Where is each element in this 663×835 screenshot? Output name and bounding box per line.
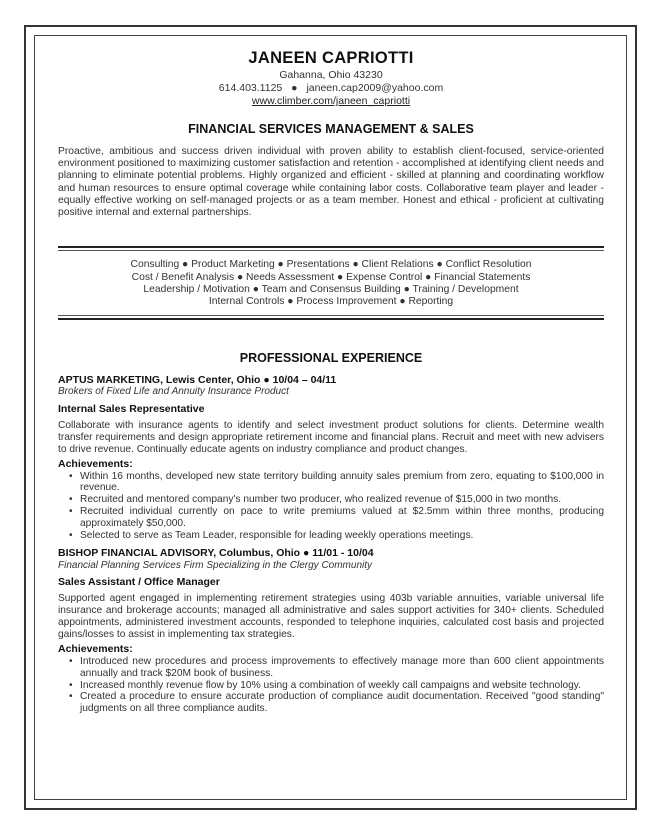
skills-line: Cost / Benefit Analysis ● Needs Assessment ● Expense Control ● Financial Statements	[131, 271, 531, 283]
job-description: Brokers of Fixed Life and Annuity Insurance Product	[58, 386, 289, 398]
bullet-icon: •	[69, 505, 73, 517]
job-duties: Collaborate with insurance agents to identify and select investment product solutions for clients. Determine wealth transfer requirements and design appropriate retirement income and financial plans. Recruit and meet with new advisers to drive revenue. Continually educate agents on industry compliance and product changes.	[58, 419, 604, 455]
divider	[58, 315, 604, 320]
website-link[interactable]: www.climber.com/janeen_capriotti	[251, 95, 411, 107]
email: janeen.cap2009@yahoo.com	[306, 82, 444, 94]
skills-line: Consulting ● Product Marketing ● Presentations ● Client Relations ● Conflict Resolution	[130, 259, 532, 271]
phone-email-line	[58, 82, 604, 95]
achievement-text: Increased monthly revenue flow by 10% using a combination of weekly call campaigns and website technology.	[80, 679, 581, 691]
section-title: PROFESSIONAL EXPERIENCE	[239, 350, 423, 365]
list-item	[69, 655, 604, 680]
location: Gahanna, Ohio 43230	[279, 69, 383, 81]
bullet-icon: •	[69, 655, 73, 667]
job-description: Financial Planning Services Firm Specializing in the Clergy Community	[58, 559, 373, 571]
achievements-list	[58, 656, 604, 715]
candidate-name: JANEEN CAPRIOTTI	[248, 49, 414, 67]
job-company: APTUS MARKETING, Lewis Center, Ohio ● 10/04 – 04/11	[58, 373, 337, 386]
bullet-icon: •	[69, 529, 73, 541]
achievement-text: Introduced new procedures and process improvements to effectively manage more than 600 client appointments annually and track $20M book of business.	[80, 655, 604, 679]
bullet-icon: •	[69, 691, 73, 703]
list-item	[69, 679, 604, 692]
bullet-icon: •	[69, 679, 73, 691]
bullet-icon: •	[69, 494, 73, 506]
job-title: Sales Assistant / Office Manager	[58, 576, 220, 589]
list-item	[69, 494, 604, 506]
list-item	[69, 691, 604, 715]
job-duties: Supported agent engaged in implementing retirement strategies using 403b variable annuities, variable universal life insurance and brokerage accounts; managed all administrative and sales support activities for 340+ clients. Scheduled appointments, administered investment accounts, responded to telephone inquiries, calculated cost basis and projected gains/losses to assist in implementing tax strategies.	[58, 593, 604, 641]
skills-line: Leadership / Motivation ● Team and Consensus Building ● Training / Development	[143, 284, 519, 296]
achievements-label: Achievements:	[58, 457, 133, 470]
achievements-list	[58, 471, 604, 542]
achievement-text: Created a procedure to ensure accurate production of compliance audit documentation. Received "good standing" judgments on all three compliance audits.	[80, 691, 604, 715]
job-entry	[58, 547, 604, 715]
achievement-text: Recruited and mentored company's number two producer, who realized revenue of $15,000 in two months.	[80, 494, 562, 506]
list-item	[69, 529, 604, 542]
job-company: BISHOP FINANCIAL ADVISORY, Columbus, Ohio ● 11/01 - 10/04	[58, 547, 374, 560]
summary: Proactive, ambitious and success driven individual with proven ability to establish client-focused, service-oriented environment positioned to maximizing customer satisfaction and retention - accomplished at identifying client needs and planning to eliminate potential problems. Highly organized and efficient - skilled at planning and coordinating workflow and human resources to ensure optimal coverage while containing labor costs. Collaborative team player and leader - equally effective working on self-managed projects or as a team member. Honest and ethical - proficient at cultivating positive internal and external partnerships.	[58, 146, 604, 219]
divider	[58, 246, 604, 251]
achievement-text: Selected to serve as Team Leader, responsible for leading weekly operations meetings.	[80, 529, 474, 541]
job-entry	[58, 374, 604, 542]
skills-block	[58, 259, 604, 309]
separator: ●	[291, 82, 298, 94]
headline: FINANCIAL SERVICES MANAGEMENT & SALES	[188, 122, 474, 136]
contact-block	[58, 69, 604, 108]
achievement-text: Within 16 months, developed new state territory building annuity sales premium from zero, equating to $100,000 in revenue.	[80, 470, 604, 494]
job-title: Internal Sales Representative	[58, 402, 205, 415]
skills-line: Internal Controls ● Process Improvement ● Reporting	[208, 296, 454, 308]
list-item	[69, 505, 604, 530]
achievement-text: Recruited individual currently on pace to write premiums valued at $2.5mm within three months, producing approximately $50,000.	[80, 505, 604, 529]
resume-content	[58, 47, 604, 715]
list-item	[69, 470, 604, 495]
bullet-icon: •	[69, 470, 73, 482]
achievements-label: Achievements:	[58, 642, 133, 655]
phone: 614.403.1125	[218, 82, 283, 94]
